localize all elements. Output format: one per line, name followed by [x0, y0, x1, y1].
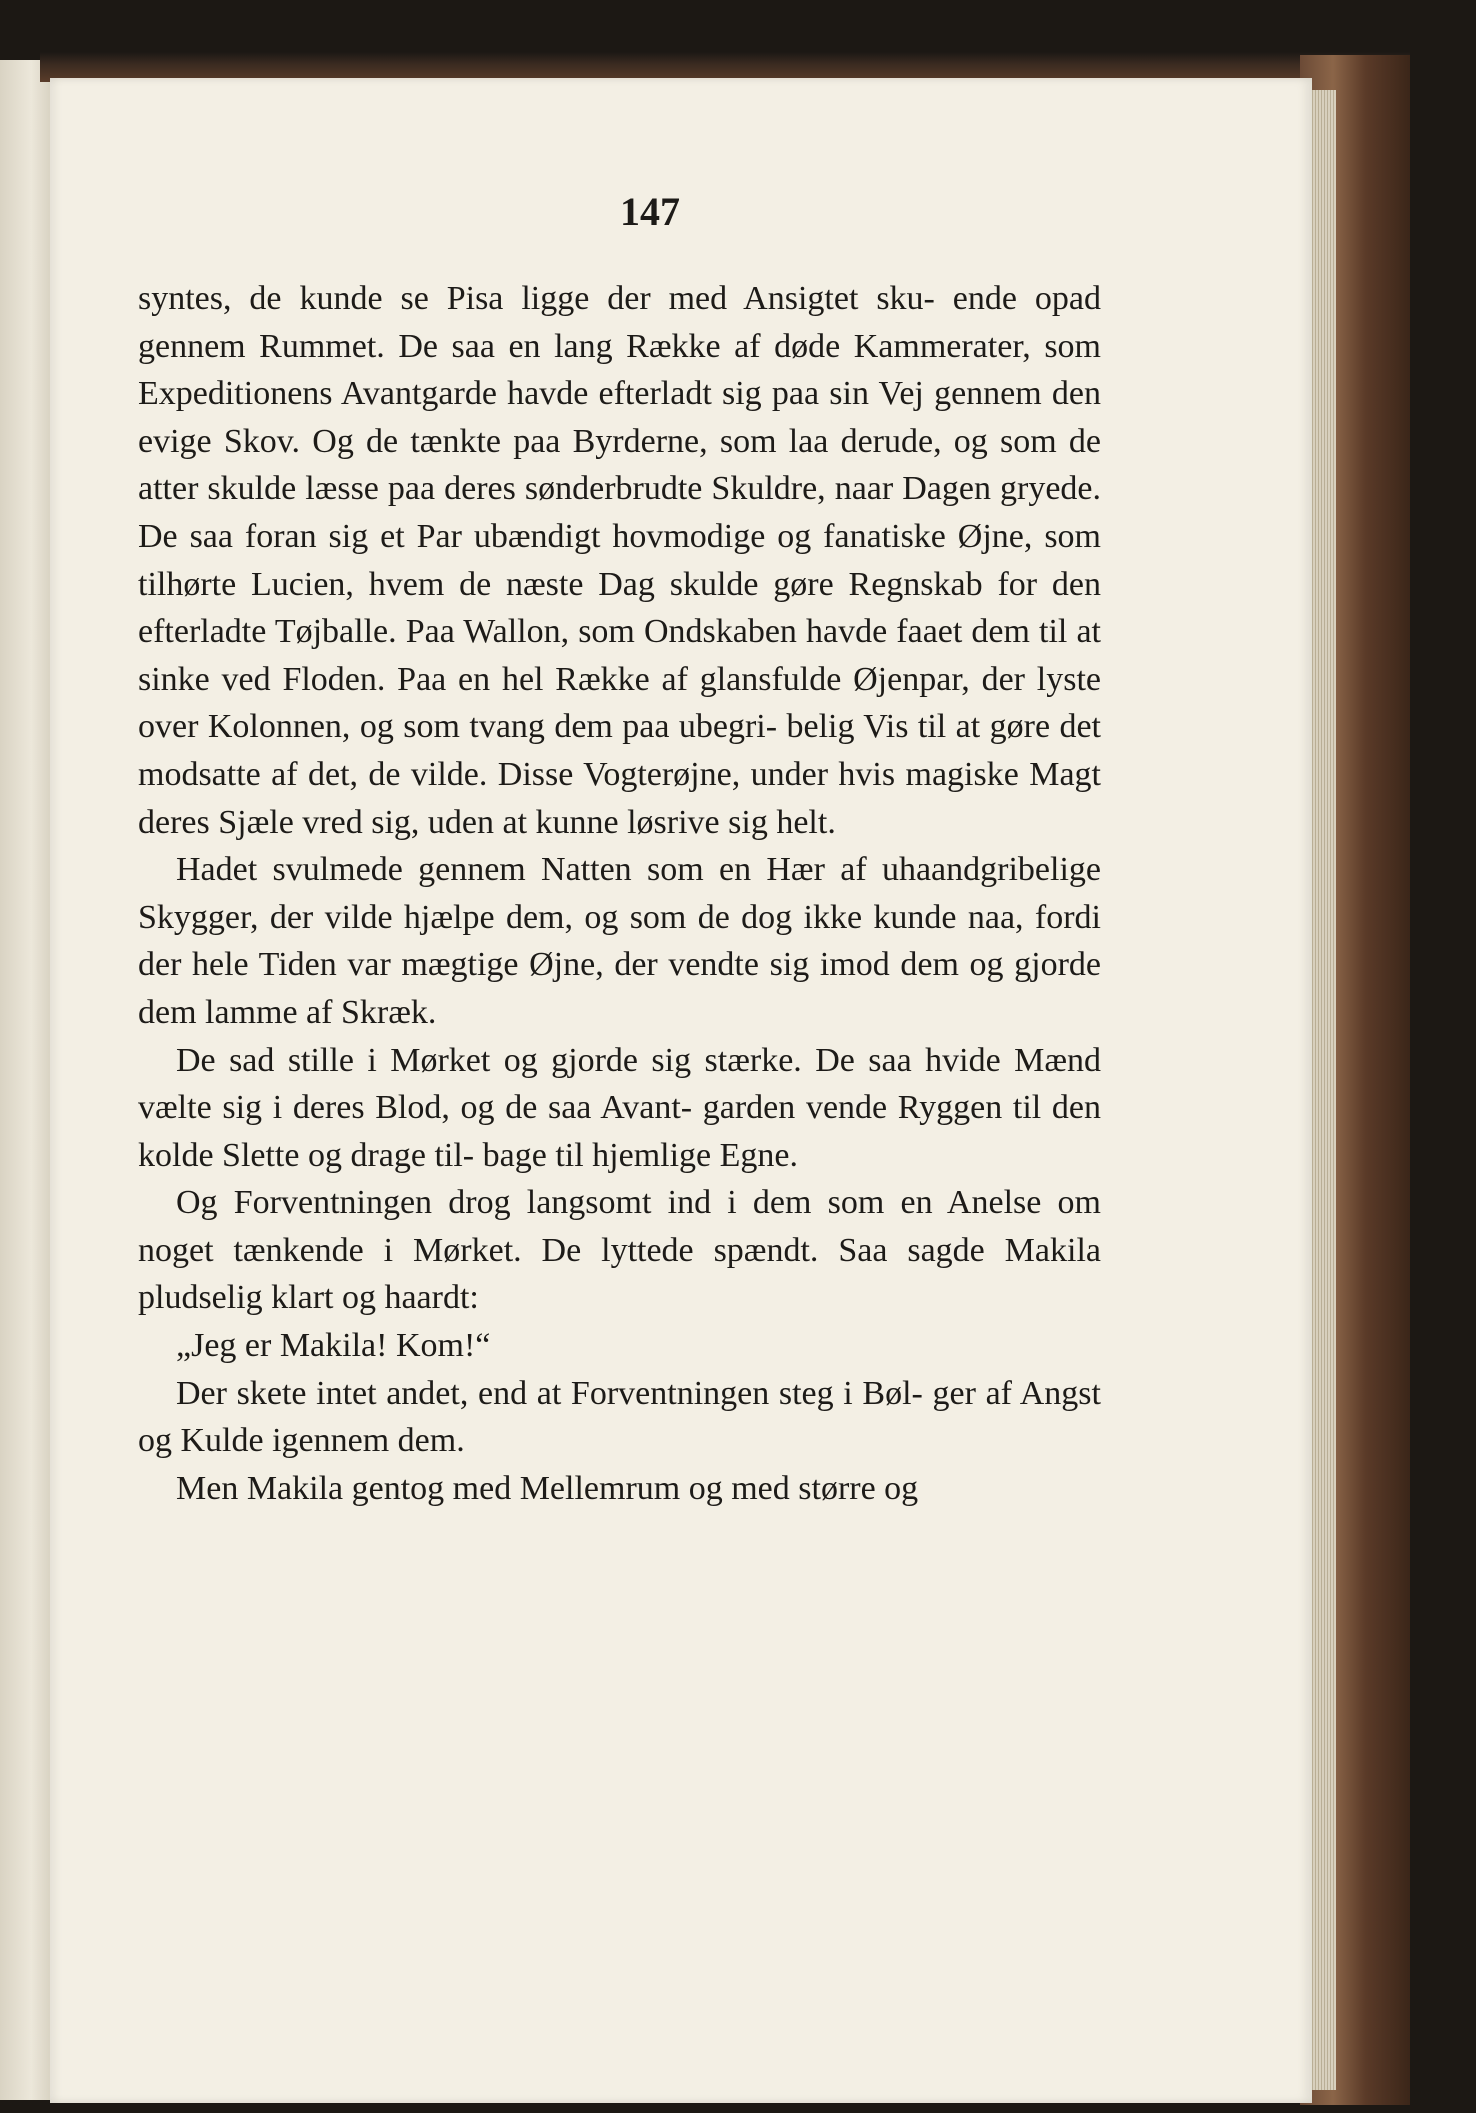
paragraph-2: Hadet svulmede gennem Natten som en Hær af uhaandgribelige Skygger, der vilde hjælpe dem, og som de dog ikke kunde naa, fordi der hele Tiden var mægtige Øjne, der vendte sig imod dem og gjorde dem lamme af Skræk. [138, 851, 1101, 1031]
paragraph-1: syntes, de kunde se Pisa ligge der med Ansigtet sku- ende opad gennem Rummet. De saa en lang Række af døde Kammerater, som Expeditionens Avantgarde havde efterladt sig paa sin Vej gennem den evige Skov. Og de tænkte paa Byrderne, som laa derude, og som de atter skulde læsse paa deres sønderbrudte Skuldre, naar Dagen gryede. De saa foran sig et Par ubændigt hovmodige og fanatiske Øjne, som tilhørte Lucien, hvem de næste Dag skulde gøre Regnskab for den efterladte Tøjballe. Paa Wallon, som Ondskaben havde faaet dem til at sinke ved Floden. Paa en hel Række af glansfulde Øjenpar, der lyste over Kolonnen, og som tvang dem paa ubegri- belig Vis til at gøre det modsatte af det, de vilde. Disse Vogterøjne, under hvis magiske Magt deres Sjæle vred sig, uden at kunne løsrive sig helt. [138, 280, 1101, 841]
paragraph-4: Og Forventningen drog langsomt ind i dem som en Anelse om noget tænkende i Mørket. De lyttede spændt. Saa sagde Makila pludselig klart og haardt: [138, 1184, 1101, 1317]
previous-page-edge [0, 60, 52, 2100]
page-number: 147 [620, 189, 680, 234]
page-stack-edge [1310, 90, 1336, 2090]
body-text [138, 275, 1101, 1512]
paragraph-7: Men Makila gentog med Mellemrum og med større og [176, 1469, 919, 1507]
paragraph-5-dialogue: „Jeg er Makila! Kom!“ [176, 1327, 491, 1365]
paragraph-6: Der skete intet andet, end at Forventningen steg i Bøl- ger af Angst og Kulde igennem dem. [138, 1374, 1101, 1460]
book-page [50, 78, 1312, 2103]
paragraph-3: De sad stille i Mørket og gjorde sig stærke. De saa hvide Mænd vælte sig i deres Blod, og de saa Avant- garden vende Ryggen til den kolde Slette og drage til- bage til hjemlige Egne. [138, 1041, 1101, 1174]
